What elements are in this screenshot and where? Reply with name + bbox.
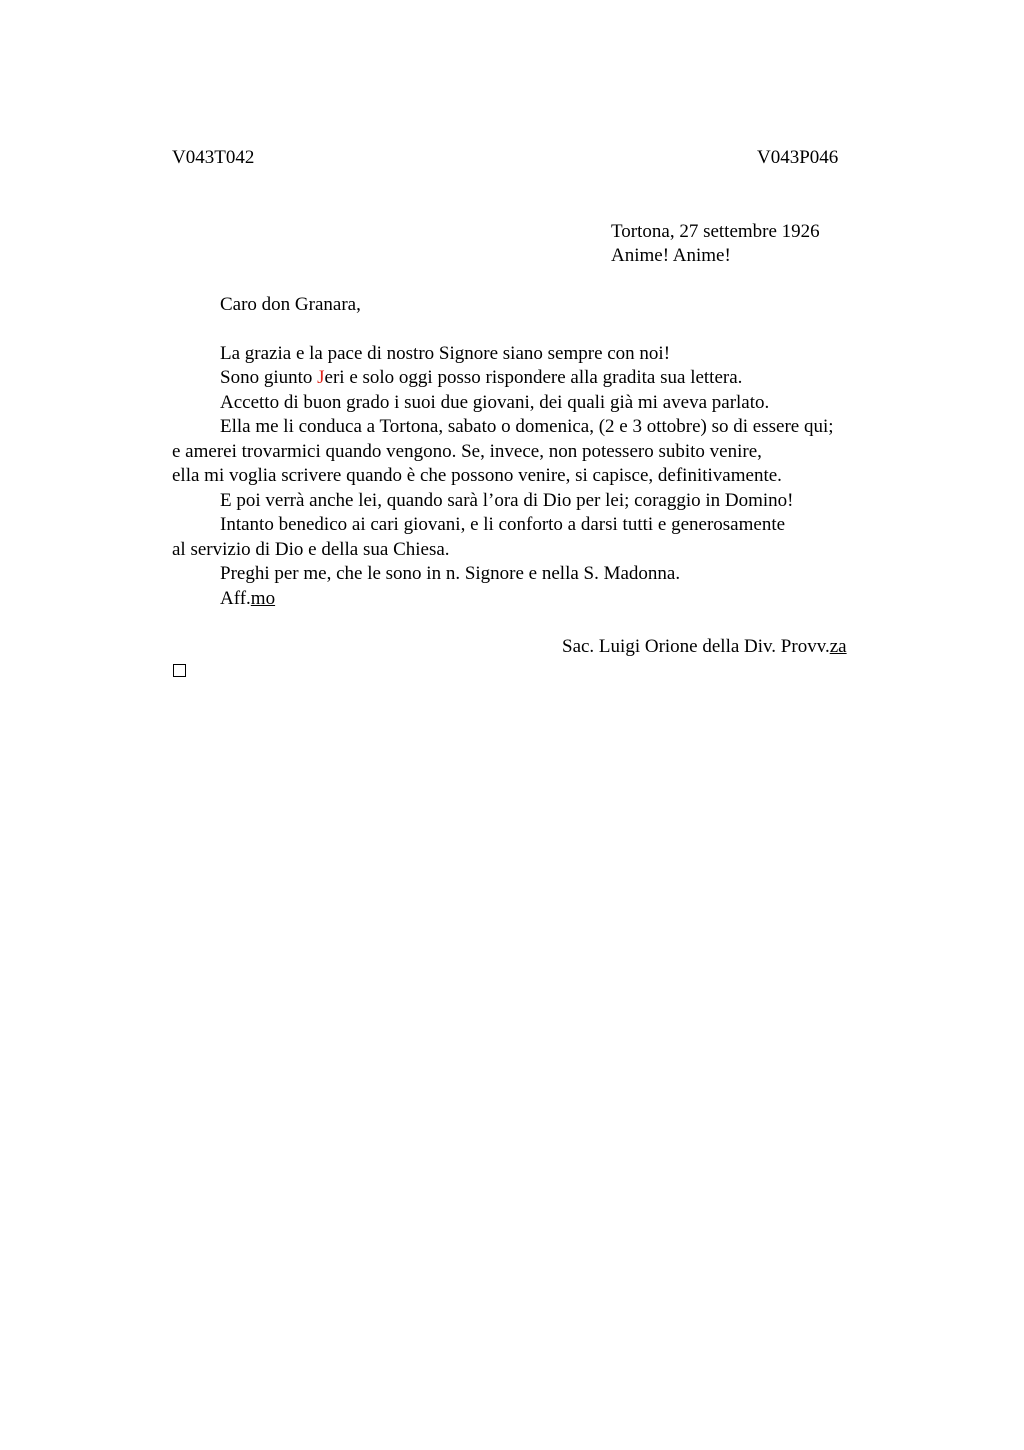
body-line-2: [220, 366, 742, 390]
body-line-2-end: eri e solo oggi posso rispondere alla gradita sua lettera.: [324, 367, 743, 388]
document-reference-left: V043T042: [172, 147, 255, 168]
body-line-3: Accetto di buon grado i suoi due giovani, dei quali già mi aveva parlato.: [220, 392, 770, 413]
closing-text: Aff.: [220, 588, 251, 609]
empty-square-icon: [173, 664, 186, 677]
body-line-6: ella mi voglia scrivere quando è che possono venire, si capisce, definitivamente.: [172, 465, 782, 486]
body-line-9: al servizio di Dio e della sua Chiesa.: [172, 539, 450, 560]
letter-signature: [562, 635, 847, 659]
body-line-2-start: Sono giunto: [220, 367, 318, 388]
body-line-8: Intanto benedico ai cari giovani, e li conforto a darsi tutti e generosamente: [220, 514, 786, 535]
highlighted-letter: J: [317, 367, 325, 388]
signature-text: Sac. Luigi Orione della Div. Provv.: [562, 636, 830, 657]
body-line-5: e amerei trovarmici quando vengono. Se, invece, non potessero subito venire,: [172, 441, 762, 462]
signature-abbrev: za: [829, 636, 847, 657]
letter-closing: [220, 587, 275, 611]
body-line-4: Ella me li conduca a Tortona, sabato o domenica, (2 e 3 ottobre) so di essere qui;: [220, 416, 834, 437]
body-line-1: La grazia e la pace di nostro Signore siano sempre con noi!: [220, 343, 671, 364]
letter-motto: Anime! Anime!: [611, 245, 731, 266]
letter-date: Tortona, 27 settembre 1926: [611, 221, 820, 242]
document-reference-right: V043P046: [757, 147, 839, 168]
body-line-7: E poi verrà anche lei, quando sarà l’ora di Dio per lei; coraggio in Domino!: [220, 490, 794, 511]
closing-superscript-abbrev: mo: [250, 588, 276, 609]
body-line-10: Preghi per me, che le sono in n. Signore e nella S. Madonna.: [220, 563, 681, 584]
letter-salutation: Caro don Granara,: [220, 294, 361, 315]
